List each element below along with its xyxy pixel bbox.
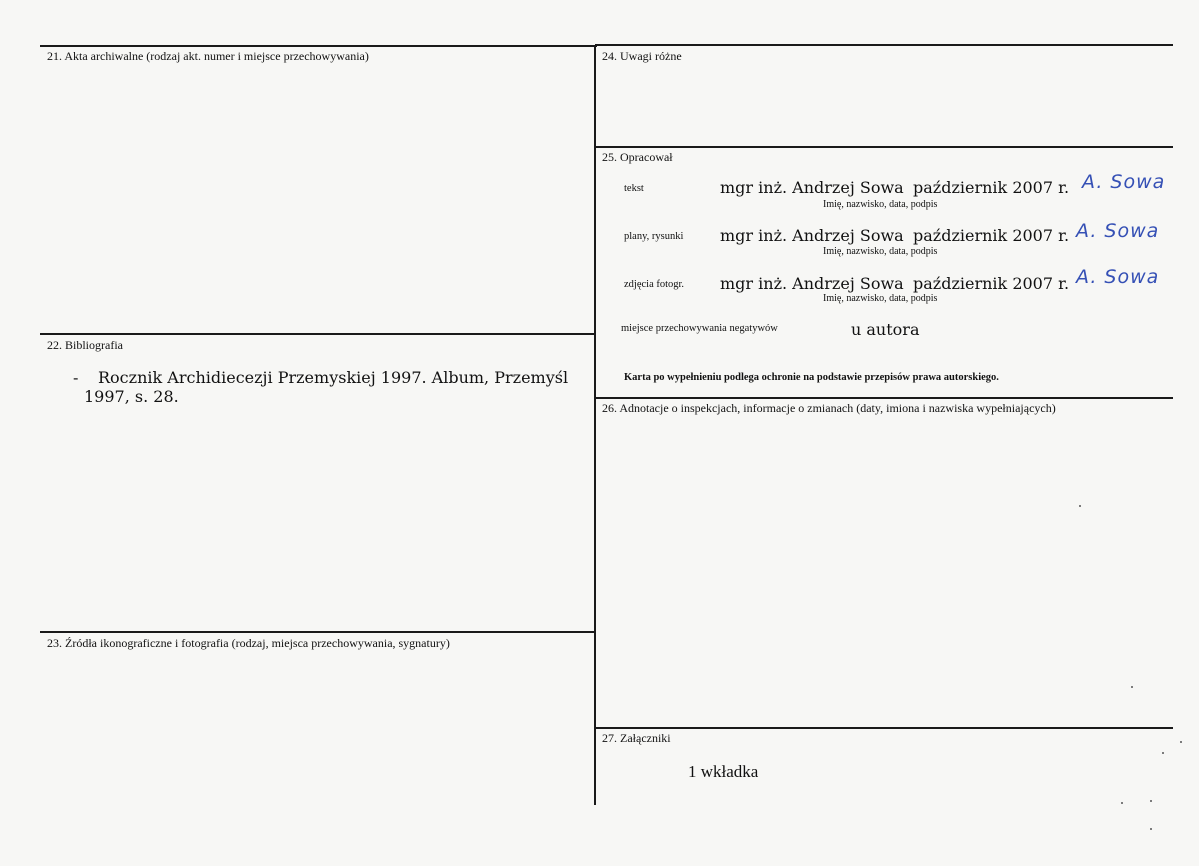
copyright-note: Karta po wypełnieniu podlega ochronie na podstawie przepisów prawa autorskiego.	[624, 372, 999, 383]
center-divider	[594, 45, 596, 805]
author-row-tekst-name: mgr inż. Andrzej Sowa	[720, 178, 904, 197]
scan-speck	[1150, 800, 1152, 802]
author-row-zdjecia-signature: A. Sowa	[1076, 266, 1160, 288]
bibliography-bullet: -	[73, 368, 79, 387]
scan-speck	[1121, 802, 1123, 804]
author-row-tekst-caption: Imię, nazwisko, data, podpis	[823, 199, 938, 210]
author-row-zdjecia-role: zdjęcia fotogr.	[624, 279, 685, 290]
section-25-label: 25. Opracował	[602, 150, 673, 164]
scan-speck	[1079, 505, 1081, 507]
section-22-label: 22. Bibliografia	[47, 338, 123, 352]
section-27-label: 27. Załączniki	[602, 731, 671, 745]
author-row-zdjecia-date: październik 2007 r.	[913, 274, 1070, 293]
author-row-plany-signature: A. Sowa	[1076, 220, 1160, 242]
rule-26	[596, 397, 1173, 399]
scan-speck	[1180, 741, 1182, 743]
author-row-zdjecia-caption: Imię, nazwisko, data, podpis	[823, 293, 938, 304]
author-row-zdjecia-name: mgr inż. Andrzej Sowa	[720, 274, 904, 293]
top-rule-left	[40, 45, 597, 47]
rule-25	[596, 146, 1173, 148]
rule-23	[40, 631, 596, 633]
author-row-plany-role: plany, rysunki	[624, 231, 684, 242]
author-row-tekst-date: październik 2007 r.	[913, 178, 1070, 197]
section-21-label: 21. Akta archiwalne (rodzaj akt. numer i miejsce przechowywania)	[47, 49, 369, 63]
author-row-plany-name: mgr inż. Andrzej Sowa	[720, 226, 904, 245]
bibliography-entry: Rocznik Archidiecezji Przemyskiej 1997. Album, Przemyśl 1997, s. 28.	[84, 368, 569, 406]
scan-speck	[1150, 828, 1152, 830]
section-23-label: 23. Źródła ikonograficzne i fotografia (rodzaj, miejsca przechowywania, sygnatury)	[47, 636, 450, 650]
rule-27	[596, 727, 1173, 729]
rule-22	[40, 333, 596, 335]
author-row-tekst-role: tekst	[624, 183, 644, 194]
section-24-label: 24. Uwagi różne	[602, 49, 682, 63]
author-row-plany-date: październik 2007 r.	[913, 226, 1070, 245]
top-rule-right	[595, 44, 1173, 46]
author-row-tekst-signature: A. Sowa	[1082, 171, 1166, 193]
scan-speck	[1162, 752, 1164, 754]
scan-speck	[1131, 686, 1133, 688]
negatives-label: miejsce przechowywania negatywów	[621, 323, 778, 334]
attachments-value: 1 wkładka	[688, 762, 759, 781]
negatives-value: u autora	[851, 320, 920, 339]
section-26-label: 26. Adnotacje o inspekcjach, informacje o zmianach (daty, imiona i nazwiska wypełniających)	[602, 401, 1056, 415]
author-row-plany-caption: Imię, nazwisko, data, podpis	[823, 246, 938, 257]
